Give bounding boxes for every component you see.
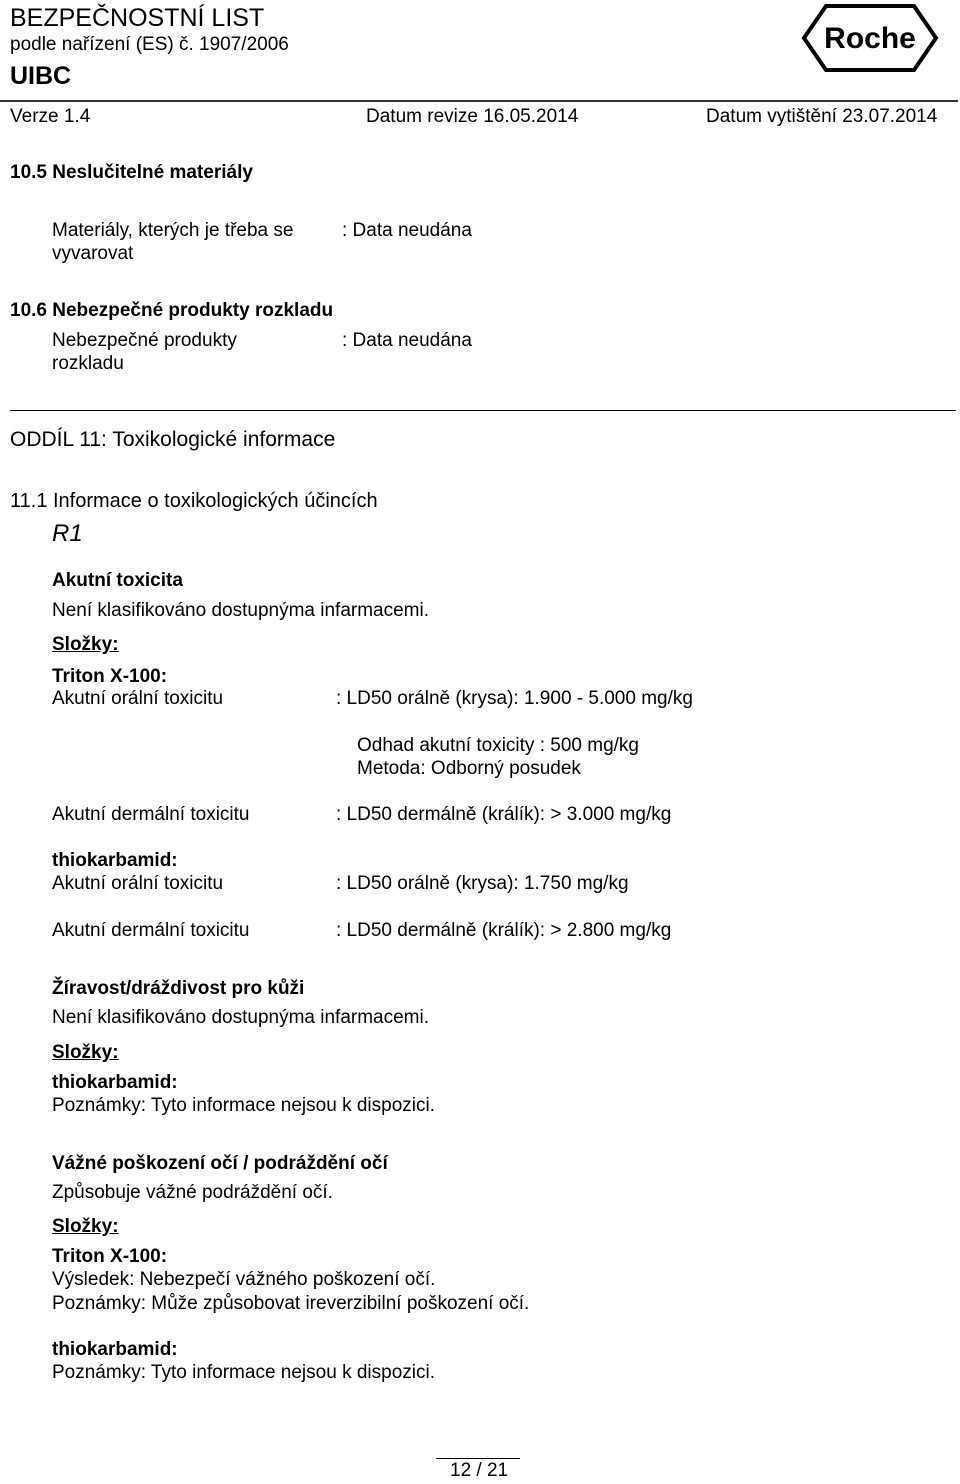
- eye-components-label: Složky:: [52, 1216, 119, 1237]
- eye-note: Způsobuje vážné podráždění očí.: [52, 1182, 333, 1203]
- skin-note: Není klasifikováno dostupnýma infarmacemi.: [52, 1007, 430, 1028]
- eye-triton-result: Výsledek: Nebezpečí vážného poškození očí.: [52, 1269, 436, 1290]
- eye-triton-note: Poznámky: Může způsobovat ireverzibilní poškození očí.: [52, 1293, 530, 1314]
- logo-text: Roche: [824, 22, 916, 55]
- revision-date: Datum revize 16.05.2014: [366, 106, 579, 127]
- acute-toxicity-heading: Akutní toxicita: [52, 570, 183, 591]
- incompatible-materials-value: : Data neudána: [342, 220, 472, 241]
- skin-thio-name: thiokarbamid:: [52, 1072, 178, 1093]
- header-rule: [0, 100, 958, 102]
- regulation-reference: podle nařízení (ES) č. 1907/2006: [10, 34, 289, 55]
- page-number: 12 / 21: [450, 1460, 509, 1481]
- incompatible-materials-label-1: Materiály, kterých je třeba se: [52, 220, 294, 241]
- thio-oral-value: : LD50 orálně (krysa): 1.750 mg/kg: [336, 873, 629, 894]
- roche-logo: [780, 2, 960, 74]
- print-date: Datum vytištění 23.07.2014: [706, 106, 938, 127]
- section-divider: [10, 410, 956, 411]
- skin-heading: Žíravost/dráždivost pro kůži: [52, 978, 305, 999]
- triton-oral-value: : LD50 orálně (krysa): 1.900 - 5.000 mg/kg: [336, 688, 693, 709]
- decomposition-products-label-2: rozkladu: [52, 353, 124, 374]
- thio-dermal-value: : LD50 dermálně (králík): > 2.800 mg/kg: [336, 920, 672, 941]
- triton-method: Metoda: Odborný posudek: [357, 758, 581, 779]
- r1-label: R1: [52, 520, 83, 547]
- eye-thio-note: Poznámky: Tyto informace nejsou k dispozici.: [52, 1362, 435, 1383]
- product-name: UIBC: [10, 62, 72, 90]
- incompatible-materials-label-2: vyvarovat: [52, 243, 134, 264]
- section-11-1-heading: 11.1 Informace o toxikologických účincích: [10, 490, 378, 512]
- triton-oral-label: Akutní orální toxicitu: [52, 688, 224, 709]
- section-11-title: ODDÍL 11: Toxikologické informace: [10, 428, 336, 451]
- version-label: Verze 1.4: [10, 106, 91, 127]
- triton-name: Triton X-100:: [52, 666, 168, 687]
- triton-dermal-value: : LD50 dermálně (králík): > 3.000 mg/kg: [336, 804, 672, 825]
- section-10-5-heading: 10.5 Neslučitelné materiály: [10, 162, 253, 183]
- acute-components-label: Složky:: [52, 634, 119, 655]
- acute-toxicity-note: Není klasifikováno dostupnýma infarmacemi.: [52, 600, 430, 621]
- triton-acute-estimate: Odhad akutní toxicity : 500 mg/kg: [357, 735, 639, 756]
- decomposition-products-value: : Data neudána: [342, 330, 472, 351]
- skin-thio-note: Poznámky: Tyto informace nejsou k dispozici.: [52, 1095, 435, 1116]
- thio-oral-label: Akutní orální toxicitu: [52, 873, 224, 894]
- eye-triton-name: Triton X-100:: [52, 1246, 168, 1267]
- triton-dermal-label: Akutní dermální toxicitu: [52, 804, 250, 825]
- eye-thio-name: thiokarbamid:: [52, 1339, 178, 1360]
- thio-name: thiokarbamid:: [52, 850, 178, 871]
- document-title: BEZPEČNOSTNÍ LIST: [10, 4, 265, 32]
- eye-heading: Vážné poškození očí / podráždění očí: [52, 1153, 388, 1174]
- skin-components-label: Složky:: [52, 1042, 119, 1063]
- thio-dermal-label: Akutní dermální toxicitu: [52, 920, 250, 941]
- decomposition-products-label-1: Nebezpečné produkty: [52, 330, 237, 351]
- footer-rule: [436, 1458, 520, 1459]
- section-10-6-heading: 10.6 Nebezpečné produkty rozkladu: [10, 300, 334, 321]
